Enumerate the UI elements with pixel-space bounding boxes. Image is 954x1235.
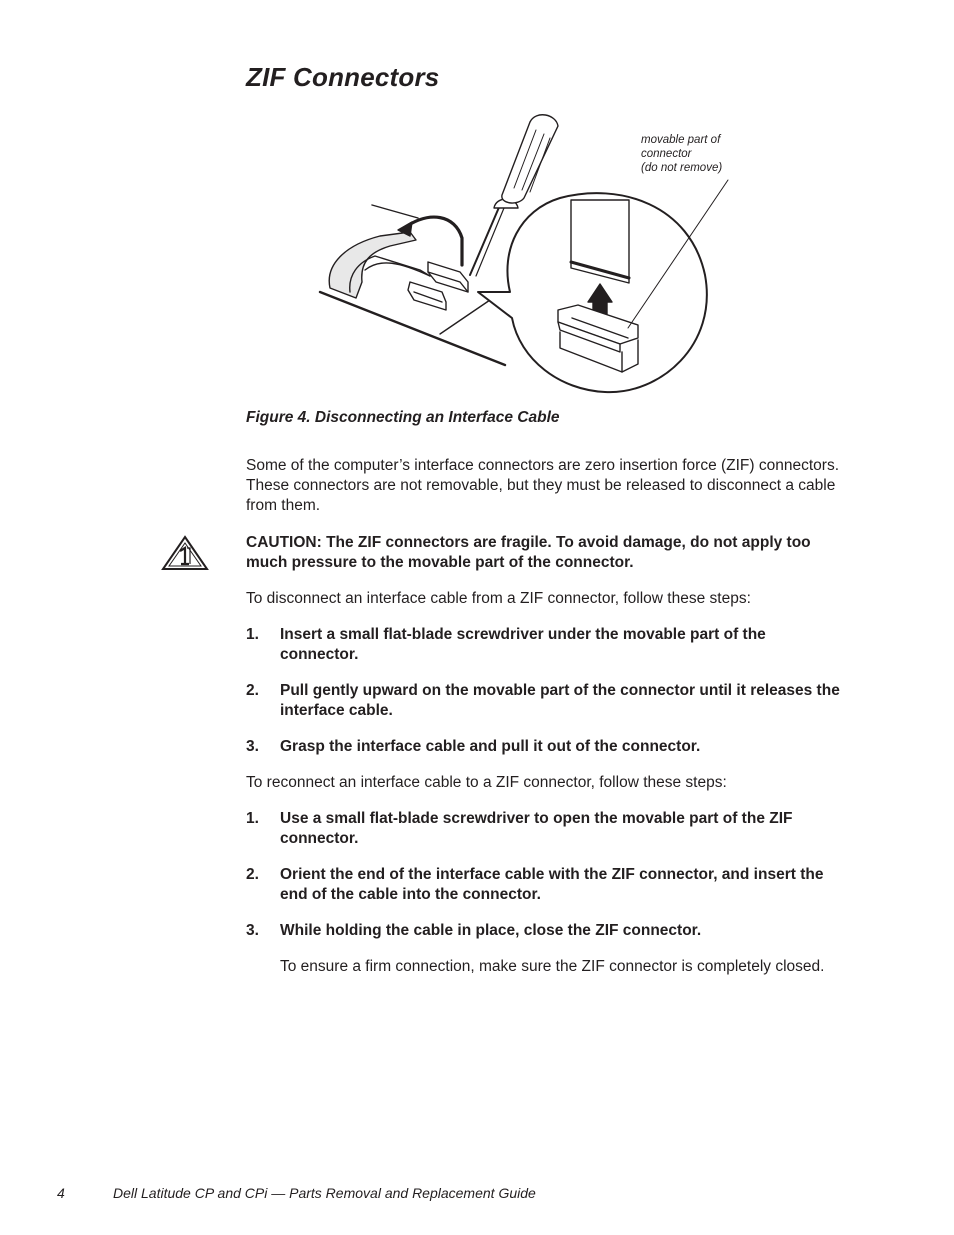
intro-paragraph: Some of the computer’s interface connectors are zero insertion force (ZIF) connectors. These connectors are not removable, but they must be released to disconnect a cable from them. xyxy=(246,457,839,514)
step-text: Orient the end of the interface cable with the ZIF connector, and insert the end of the cable into the connector. xyxy=(280,866,824,903)
step-number: 1. xyxy=(246,810,259,827)
reconnect-step xyxy=(246,865,846,905)
page-number: 4 xyxy=(57,1185,65,1201)
step-text: Insert a small flat-blade screwdriver under the movable part of the connector. xyxy=(280,626,766,663)
reconnect-step xyxy=(246,921,846,941)
step-number: 1. xyxy=(246,626,259,643)
step-number: 3. xyxy=(246,738,259,755)
step-text: Grasp the interface cable and pull it out of the connector. xyxy=(280,738,701,755)
step-text: While holding the cable in place, close the ZIF connector. xyxy=(280,922,702,939)
callout-line-1: movable part of xyxy=(641,134,721,146)
step-number: 2. xyxy=(246,866,259,883)
page-title: ZIF Connectors xyxy=(246,62,440,92)
disconnect-step xyxy=(246,681,846,721)
reconnect-lead: To reconnect an interface cable to a ZIF connector, follow these steps: xyxy=(246,774,727,791)
footer-title: Dell Latitude CP and CPi — Parts Removal and Replacement Guide xyxy=(113,1185,536,1201)
callout-line-2: connector xyxy=(641,148,692,160)
disconnect-step xyxy=(246,737,846,757)
caution-text: CAUTION: The ZIF connectors are fragile. To avoid damage, do not apply too much pressure to the movable part of the connector. xyxy=(246,534,811,571)
figure-caption: Figure 4. Disconnecting an Interface Cable xyxy=(246,409,560,426)
callout-label xyxy=(641,133,771,175)
reconnect-note: To ensure a firm connection, make sure the ZIF connector is completely closed. xyxy=(280,958,825,975)
step-text: Use a small flat-blade screwdriver to open the movable part of the ZIF connector. xyxy=(280,810,793,847)
caution-triangle-icon xyxy=(160,535,210,573)
step-number: 3. xyxy=(246,922,259,939)
step-text: Pull gently upward on the movable part of the connector until it releases the interface cable. xyxy=(280,682,840,719)
disconnect-lead: To disconnect an interface cable from a ZIF connector, follow these steps: xyxy=(246,590,751,607)
disconnect-step xyxy=(246,625,846,665)
reconnect-step xyxy=(246,809,846,849)
step-number: 2. xyxy=(246,682,259,699)
callout-line-3: (do not remove) xyxy=(641,162,723,174)
